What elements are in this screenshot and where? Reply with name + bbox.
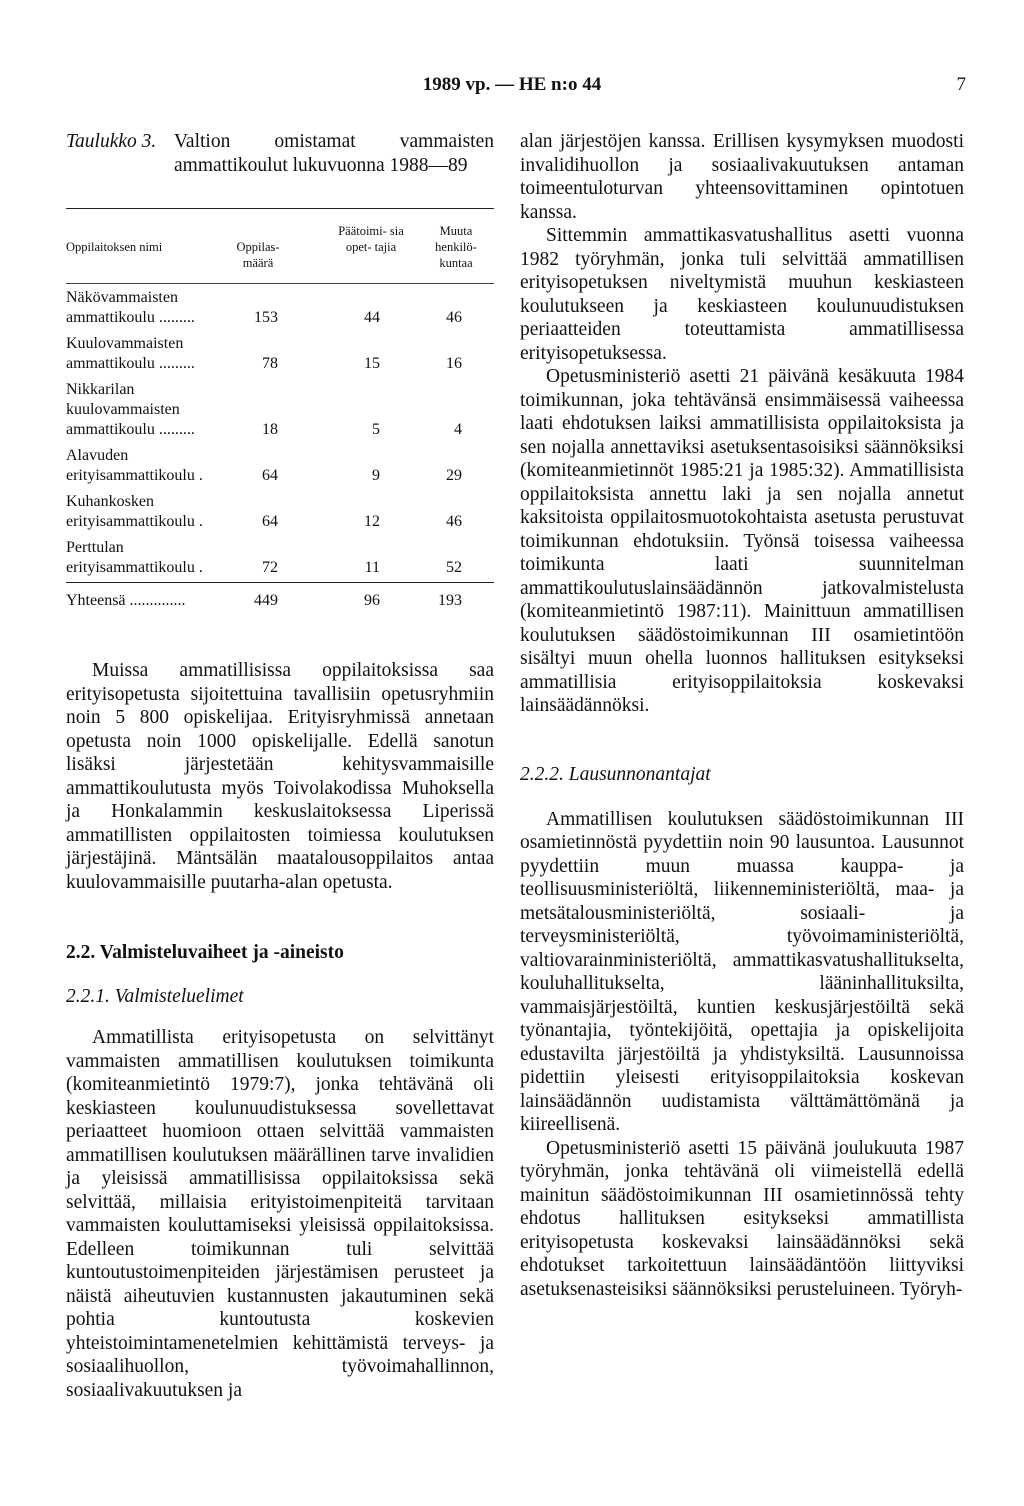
page-header (0, 74, 1024, 104)
row-name: Perttulan erityisammattikoulu . (66, 539, 203, 576)
paragraph: Opetusministeriö asetti 21 päivänä kesäkuuta 1984 toimikunnan, joka tehtävänsä ensimmäisessä vaiheessa laati ehdotuksen laiksi ammatillisista oppilaitoksista ja sen nojalla annettaviksi asetuksentasoisiksi säännöksiksi (komiteanmietinnöt 1985:21 ja 1985:32). Ammatillisista oppilaitoksista annettu laki ja sen nojalla annetut kaksitoista oppilaitosmuotokohtaista asetusta perustuvat toimikunnan ehdotuksiin. Työnsä toisessa vaiheessa toimikunta laati suunnitelman ammattikoulutuslainsäädännön jatkovalmistelusta (komiteanmietintö 1987:11). Mainittuun ammatillisen koulutuksen säädöstoimikunnan III osamietintöön sisältyi muun ohella luonnos hallituksen esitykseksi ammatillisia erityisoppilaitoksia koskevaksi lainsäädännöksi. (520, 366, 964, 716)
subsection-heading: 2.2.2. Lausunnonantajat (520, 763, 711, 785)
table-label: Taulukko 3. (66, 131, 157, 152)
table-row (66, 488, 494, 534)
row-other-staff: 29 (446, 467, 462, 484)
table-row (66, 534, 494, 583)
row-other-staff: 46 (446, 309, 462, 326)
total-teachers: 96 (364, 592, 380, 609)
paragraph: Sittemmin ammattikasvatushallitus asetti vuonna 1982 työryhmän, jonka tuli selvittää ammatillisen erityisopetuksen niveltymistä muuhun keskiasteen koulutukseen ja keskiasteen koulunuudistuksen periaatteiden toteuttamista ammatillisessa erityisopetuksessa. (520, 225, 964, 364)
column-header-teachers: Päätoimi- sia opet- tajia (338, 224, 404, 254)
row-name: Kuhankosken erityisammattikoulu . (66, 493, 203, 530)
row-students: 64 (262, 513, 278, 530)
table-row (66, 442, 494, 488)
total-label: Yhteensä .............. (66, 592, 186, 609)
row-teachers: 44 (364, 309, 380, 326)
row-students: 78 (262, 355, 278, 372)
section-heading: 2.2. Valmisteluvaiheet ja -aineisto (66, 942, 344, 963)
row-students: 18 (262, 421, 278, 438)
paragraph: Ammatillisen koulutuksen säädöstoimikunnan III osamietinnöstä pyydettiin noin 90 lausuntoa. Lausunnot pyydettiin muun muassa kauppa- ja teollisuusministeriöltä, liikenneministeriöltä, maa- ja metsätalousministeriöltä, sosiaali- ja terveysministeriöltä, työvoimaministeriöltä, valtiovarainministeriöltä, ammattikasvatushallitukselta, kouluhallitukselta, lääninhallituksilta, vammaisjärjestöiltä, kuntien keskusjärjestöiltä sekä työnantajia, työntekijöitä, opettajia ja opiskelijoita edustavilta järjestöiltä ja yhdistyksiltä. Lausunnoissa pidettiin yleisesti erityisoppilaitoksia koskevan lainsäädännön uudistamista välttämättömänä ja kiireellisenä. (520, 808, 964, 1135)
row-name: Näkövammaisten ammattikoulu ......... (66, 289, 195, 326)
total-other-staff: 193 (438, 592, 462, 609)
table-row (66, 284, 494, 330)
row-teachers: 11 (364, 559, 380, 576)
row-teachers: 5 (372, 421, 380, 438)
paragraph: alan järjestöjen kanssa. Erillisen kysymyksen muodosti invalidihuollon ja sosiaalivakuutuksen antaman toimeentuloturvan yhteensovittaminen opintotuen kanssa. (520, 131, 964, 223)
row-other-staff: 16 (446, 355, 462, 372)
subsection-heading: 2.2.1. Valmisteluelimet (66, 986, 244, 1007)
column-header-other-staff: Muuta henkilö- kuntaa (435, 224, 477, 270)
table-row (66, 330, 494, 376)
row-name: Alavuden erityisammattikoulu . (66, 447, 203, 484)
total-students: 449 (254, 592, 278, 609)
table-caption-text: Valtion omistamat vammaisten ammattikoulut lukuvuonna 1988—89 (174, 131, 494, 176)
column-header-name: Oppilaitoksen nimi (66, 240, 163, 254)
left-column (66, 130, 494, 1402)
table-total-row (66, 583, 494, 617)
row-teachers: 12 (364, 513, 380, 530)
row-name: Nikkarilan kuulovammaisten ammattikoulu ......... (66, 381, 195, 438)
table-row (66, 376, 494, 442)
row-students: 64 (262, 467, 278, 484)
column-header-students: Oppilas- määrä (236, 240, 280, 270)
row-other-staff: 4 (454, 421, 462, 438)
page-number: 7 (956, 74, 966, 95)
paragraph: Opetusministeriö asetti 15 päivänä joulukuuta 1987 työryhmän, jonka tehtävänä oli viimeistellä edellä mainitun säädöstoimikunnan III osamietinnössä tehty ehdotus hallituksen esitykseksi ammatillista erityisopetusta koskevaksi lainsäädännöksi sekä ehdotukset tarkoitettuun lainsäädäntöön liittyviksi asetuksenasteisiksi säännöksiksi perusteluineen. Työryh- (520, 1137, 964, 1300)
row-teachers: 15 (364, 355, 380, 372)
row-other-staff: 52 (446, 559, 462, 576)
table-header (66, 209, 494, 284)
row-students: 72 (262, 559, 278, 576)
header-title: 1989 vp. — HE n:o 44 (422, 74, 602, 95)
row-name: Kuulovammaisten ammattikoulu ......... (66, 335, 195, 372)
table-caption (66, 130, 494, 200)
right-column (520, 130, 964, 1301)
paragraph: Muissa ammatillisissa oppilaitoksissa saa erityisopetusta sijoitettuina tavallisiin opetusryhmiin noin 5 800 opiskelijaa. Erityisryhmissä annetaan opetusta noin 1000 opiskelijalle. Edellä sanotun lisäksi järjestetään kehitysvammaisille ammattikoulutusta myös Toivolakodissa Muhoksella ja Honkalammin keskuslaitoksessa Liperissä ammatillisten oppilaitosten toimiessa koulutuksen järjestäjinä. Mäntsälän maatalousoppilaitos antaa kuulovammaisille puutarha-alan opetusta. (66, 660, 494, 893)
row-teachers: 9 (372, 467, 380, 484)
row-students: 153 (254, 309, 278, 326)
row-other-staff: 46 (446, 513, 462, 530)
paragraph: Ammatillista erityisopetusta on selvittänyt vammaisten ammatillisen koulutuksen toimikunta (komiteanmietintö 1979:7), jonka tehtävänä oli keskiasteen koulunuudistuksessa sovellettavat periaatteet huomioon ottaen selvittää vammaisten ammatillisen koulutuksen määrällinen tarve invalidien ja yleisissä ammatillisissa oppilaitoksissa sekä selvittää, millaisia erityistoimenpiteitä tarvitaan vammaisten kouluttamiseksi yleisissä oppilaitoksissa. Edelleen toimikunnan tuli selvittää kuntoutustoimenpiteiden järjestämisen perusteet ja näistä aiheutuvien kustannusten jakautuminen sekä pohtia kuntoutusta koskevien yhteistoimintamenetelmien kehittämistä terveys- ja sosiaalihuollon, työvoimahallinnon, sosiaalivakuutuksen ja (66, 1027, 494, 1401)
institutions-table (66, 208, 494, 617)
